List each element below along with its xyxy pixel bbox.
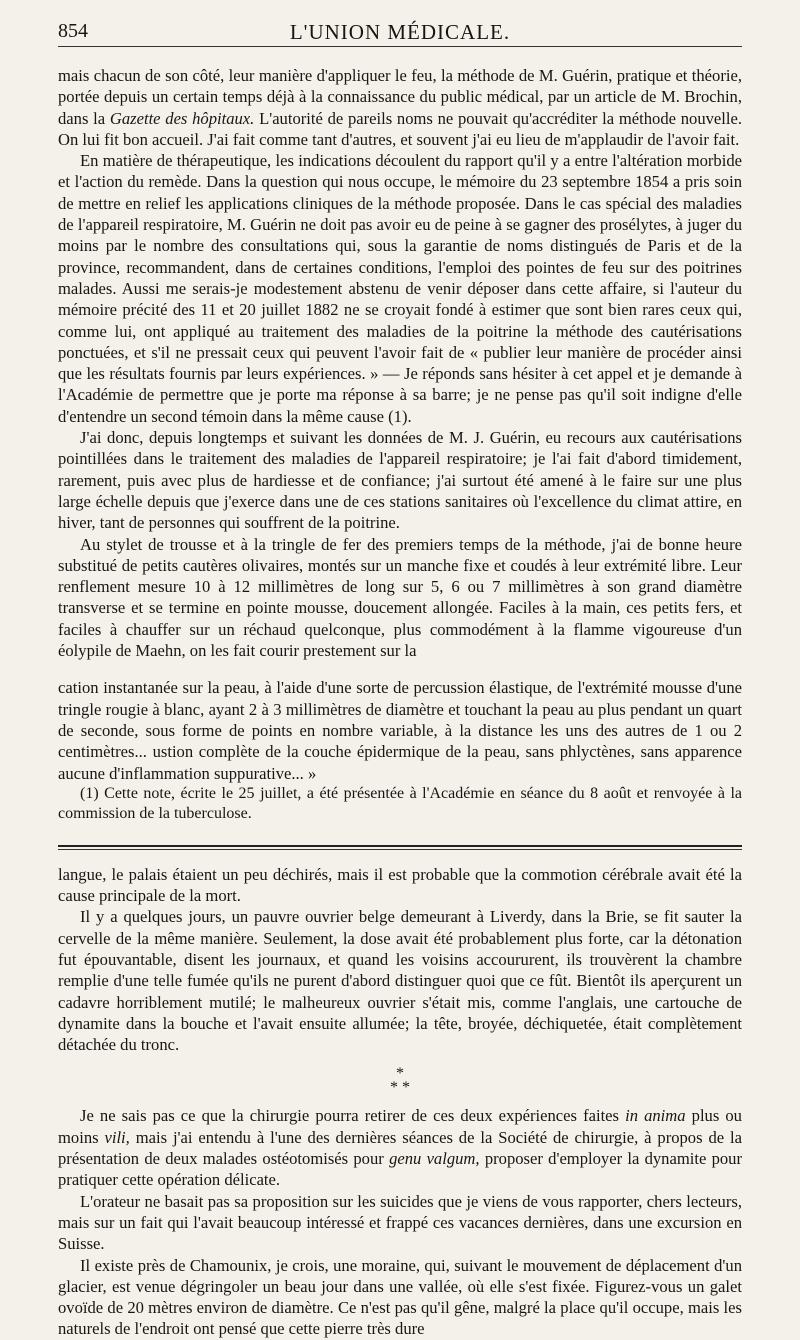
paragraph: langue, le palais étaient un peu déchirés, mais il est probable que la commotion cérébrale avait été la cause principale de la mort. (58, 864, 742, 906)
paragraph: mais chacun de son côté, leur manière d'appliquer le feu, la méthode de M. Guérin, pratique et théorie, portée depuis un certain temps déjà à la connaissance du public médical, par un article de M. Brochin, dans la Gazette des hôpitaux. L'autorité de pareils noms ne pouvait qu'accréditer la méthode nouvelle. On lui fit bon accueil. J'ai fait comme tant d'autres, et souvent j'ai eu lieu de m'applaudir de l'avoir fait. (58, 66, 743, 149)
paragraph: Je ne sais pas ce que la chirurgie pourra retirer de ces deux expériences faites in anima plus ou moins vili, mais j'ai entendu à l'une des dernières séances de la Société de chirurgie, à propos de la présentation de deux malades ostéotomisés pour genu valgum, proposer d'employer la dynamite pour pratiquer cette opération délicate. (58, 1106, 743, 1190)
journal-title: L'UNION MÉDICALE. (289, 20, 511, 44)
paragraph: En matière de thérapeutique, les indications découlent du rapport qu'il y a entre l'altération morbide et l'action du remède. Dans la question qui nous occupe, le mémoire du 23 septembre 1854 a pris soin de mettre en relief les applications cliniques de la méthode proposée. Dans le cas spécial des maladies de l'appareil respiratoire, M. Guérin ne doit pas avoir eu de peine à se gagner des prosélytes, à juger du moins par le nombre des consultations qui, sous la garantie de noms distingués de Paris et de la province, recommandent, dans de certaines conditions, l'emploi des pointes de feu sur des poitrines malades. Aussi me serais-je modestement abstenu de venir déposer dans cette affaire, si l'auteur du mémoire précité des 11 et 20 juillet 1882 ne se croyait fondé à estimer que sont bien rares ceux qui, comme lui, ont appliqué au traitement des maladies de la poitrine la méthode des cautérisations ponctuées, et s'il ne pressait ceux qui peuvent l'avoir fait de « publier leur manière de procéder ainsi que les résultats fournis par leurs expériences. » — Je réponds sans hésiter à cet appel et je demande à l'Académie de permettre que je porte ma réponse à sa barre; je ne pense pas qu'il soit indigne d'elle d'entendre un second témoin dans la même cause (1). (58, 151, 742, 426)
page-header (58, 0, 742, 46)
page-number: 854 (58, 20, 88, 42)
paragraph: Au stylet de trousse et à la tringle de fer des premiers temps de la méthode, j'ai de bonne heure substitué de petits cautères olivaires, montés sur un manche fixe et coudés à leur extrémité libre. Leur renflement mesure 10 à 12 millimètres de long sur 5, 6 ou 7 millimètres à son grand diamètre transverse et se termine en pointe mousse, doucement allongée. Faciles à la main, ces petits fers, et faciles à chauffer sur un réchaud quelconque, plus commodément à la flamme vigoureuse d'un éolypile de Maehn, on les fait courir prestement sur la (58, 534, 742, 661)
quoted-paragraph: cation instantanée sur la peau, à l'aide d'une sorte de percussion élastique, de l'extrémité mousse d'une tringle rougie à blanc, ayant 2 à 3 millimètres de diamètre et touchant la peau au plus pendant un quart de seconde, sous forme de points en nombre variable, à la distance les uns des autres de 1 ou 2 centimètres... ustion complète de la couche épidermique de la peau, sans phlyctènes, sans apparence aucune d'inflammation suppurative... » (58, 678, 742, 783)
paragraph: Il y a quelques jours, un pauvre ouvrier belge demeurant à Liverdy, dans la Brie, se fit sauter la cervelle de la même manière. Seulement, la dose avait été probablement plus forte, car la détonation fut épouvantable, disent les journaux, et quand les voisins accoururent, ils trouvèrent la chambre remplie d'une telle fumée qu'ils ne purent d'abord distinguer quoi que ce fût. Bientôt ils aperçurent un cadavre horriblement mutilé; le malheureux ouvrier s'était mis, comme l'anglais, une cartouche de dynamite dans la bouche et l'avait ensuite allumée; la tête, broyée, déchiquetée, était complètement détachée du tronc. (58, 907, 742, 1055)
paragraph: L'orateur ne basait pas sa proposition sur les suicides que je viens de vous rapporter, chers lecteurs, mais sur un fait qui l'avait beaucoup intéressé et frappé ces vacances dernières, dans une excursion en Suisse. (58, 1191, 742, 1254)
paragraph: Il existe près de Chamounix, je crois, une moraine, qui, suivant le mouvement de déplacement d'un glacier, est venue dégringoler un beau jour dans une vallée, où elle s'est fixée. Figurez-vous un galet ovoïde de 20 mètres environ de diamètre. Ce n'est pas qu'il gêne, malgré la place qu'il occupe, mais les naturels de l'endroit ont pensé que cette pierre très dure (58, 1255, 742, 1339)
asterism: * * * (390, 1065, 410, 1097)
feuilleton (58, 864, 742, 1340)
main-article (58, 65, 742, 825)
spacer (58, 661, 742, 677)
header-rule (58, 46, 742, 47)
paragraph: J'ai donc, depuis longtemps et suivant les données de M. J. Guérin, eu recours aux cautérisations pointillées dans le traitement des maladies de l'appareil respiratoire; je l'ai fait d'abord timidement, rarement, puis avec plus de hardiesse et de confiance; j'ai surtout été amené à le faire sur une plus large échelle depuis que j'exerce dans une de ces stations sanitaires où l'excellence du climat attire, en hiver, tant de personnes qui souffrent de la poitrine. (58, 428, 742, 533)
section-divider (58, 845, 742, 850)
footnote: (1) Cette note, écrite le 25 juillet, a été présentée à l'Académie en séance du 8 août et renvoyée à la commission de la tuberculose. (58, 784, 742, 823)
